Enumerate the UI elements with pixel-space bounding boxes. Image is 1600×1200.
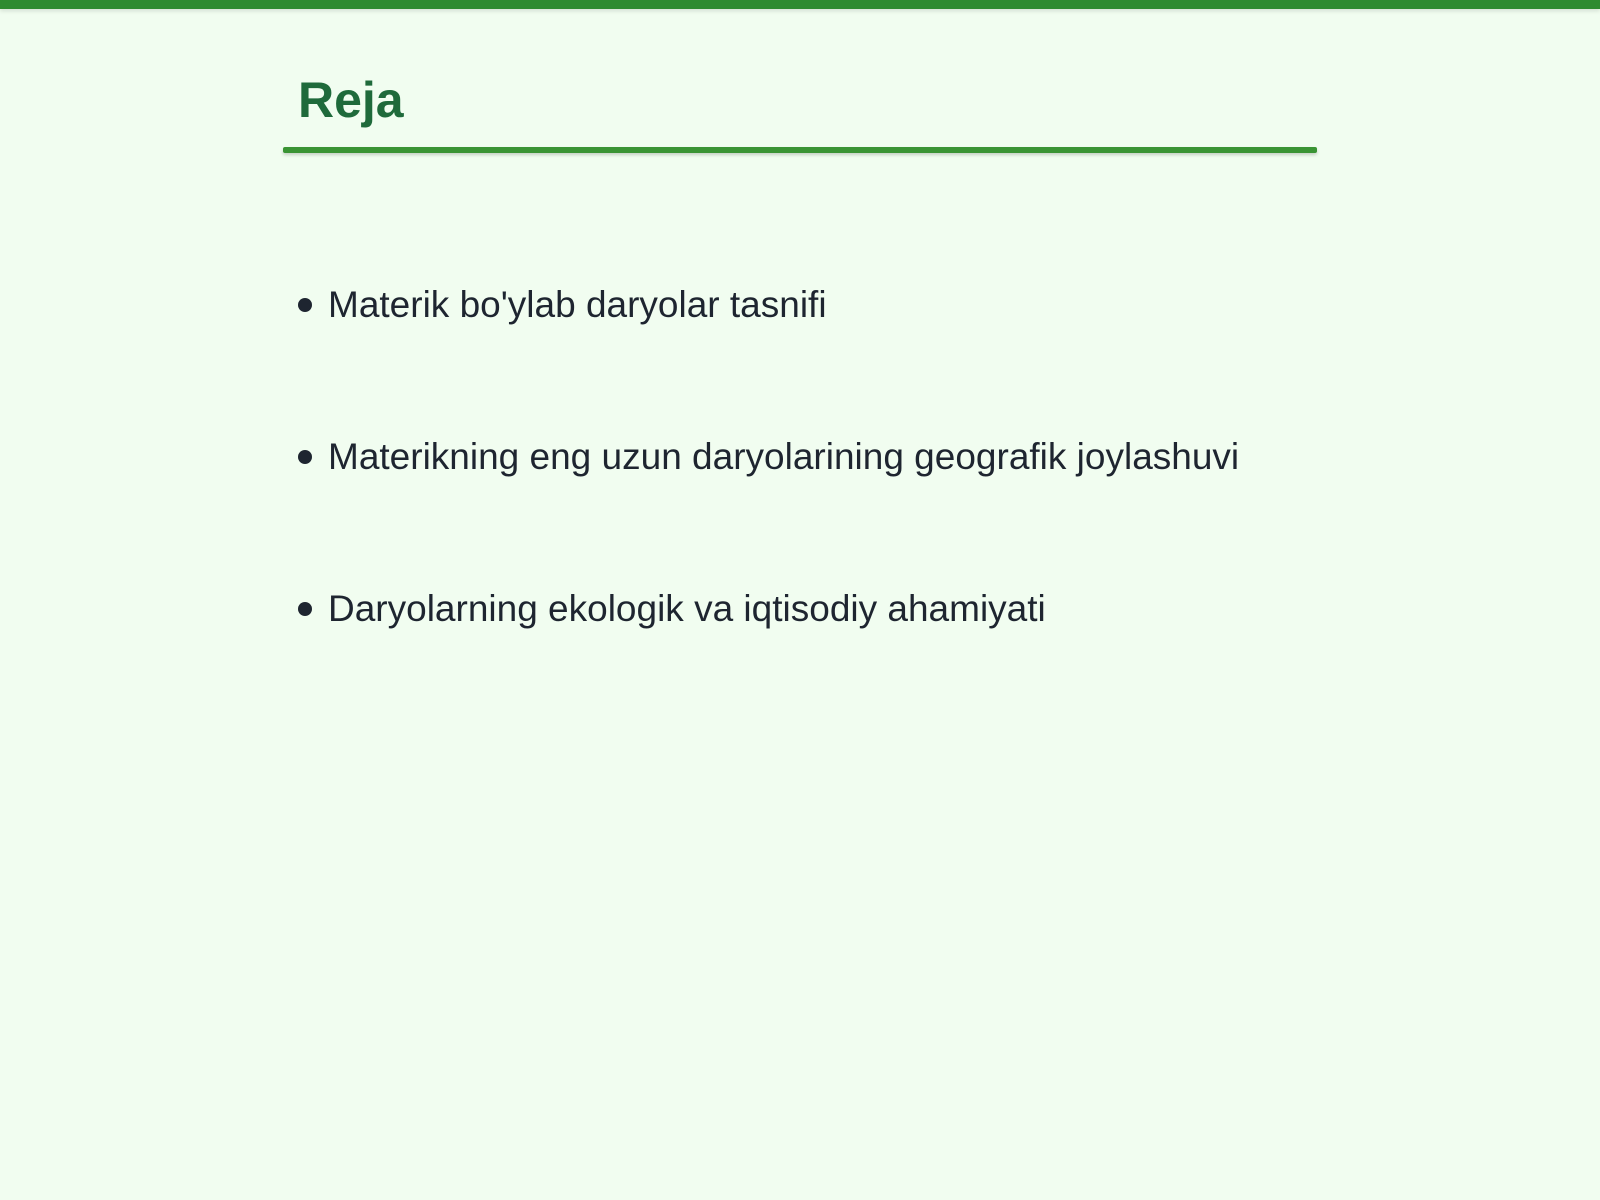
bullet-item xyxy=(298,430,1239,582)
bullet-item xyxy=(298,582,1239,734)
title-underline xyxy=(283,147,1317,153)
bullet-dot-icon xyxy=(298,602,312,616)
bullet-item xyxy=(298,278,1239,430)
slide-title: Reja xyxy=(298,72,404,128)
bullet-text: Materik bo'ylab daryolar tasnifi xyxy=(328,284,827,325)
top-accent-bar xyxy=(0,0,1600,9)
bullet-list xyxy=(298,278,1239,734)
bullet-text: Daryolarning ekologik va iqtisodiy ahamiyati xyxy=(328,588,1046,629)
bullet-dot-icon xyxy=(298,298,312,312)
bullet-text: Materikning eng uzun daryolarining geografik joylashuvi xyxy=(328,436,1240,477)
bullet-dot-icon xyxy=(298,450,312,464)
